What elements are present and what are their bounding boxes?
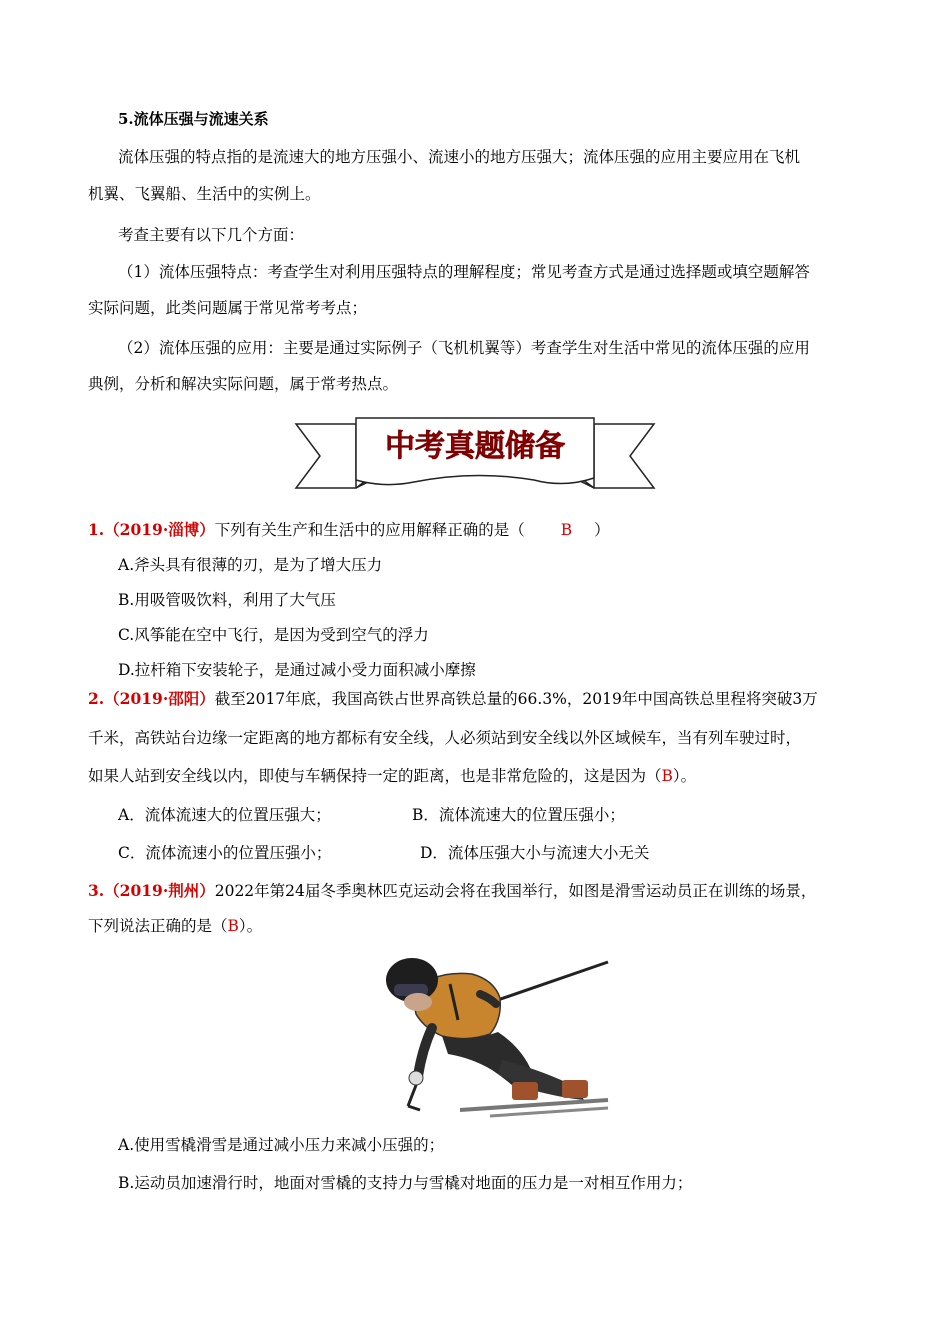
question-2-option-b: B．流体流速大的位置压强小； <box>412 806 625 824</box>
question-2-line-2: 千米，高铁站台边缘一定距离的地方都标有安全线，人必须站到安全线以外区域候车，当有列车驶过时， <box>88 729 802 747</box>
question-1-close: ） <box>594 521 610 539</box>
intro-line-1: 流体压强的特点指的是流速大的地方压强小、流速小的地方压强大；流体压强的应用主要应用在飞机 <box>118 148 801 166</box>
question-2-answer: B <box>661 767 673 785</box>
question-3-option-b: B.运动员加速滑行时，地面对雪橇的支持力与雪橇对地面的压力是一对相互作用力； <box>118 1174 693 1192</box>
ski-pole-icon <box>492 962 608 1002</box>
question-2-line-1 <box>88 688 878 710</box>
question-2-tag: 2.（2019·邵阳） <box>88 689 215 708</box>
question-1-text: 下列有关生产和生活中的应用解释正确的是（ <box>214 521 525 539</box>
question-3-answer: B <box>227 917 239 935</box>
question-3-line-1 <box>88 880 878 902</box>
question-2-close: ）。 <box>672 767 697 785</box>
question-3-tag: 3.（2019·荆州） <box>88 881 215 900</box>
intro-line-2: 机翼、飞翼船、生活中的实例上。 <box>88 185 321 203</box>
skier-image <box>372 950 610 1118</box>
question-1-answer: B <box>560 521 573 539</box>
question-1-option-c: C.风筝能在空中飞行，是因为受到空气的浮力 <box>118 626 429 644</box>
point-1-line-2: 实际问题，此类问题属于常见常考考点； <box>88 299 368 317</box>
section-banner <box>294 414 656 494</box>
question-3-line-2 <box>88 915 878 937</box>
point-2-line-2: 典例，分析和解决实际问题，属于常考热点。 <box>88 375 399 393</box>
question-3-text-1: 2022年第24届冬季奥林匹克运动会将在我国举行，如图是滑雪运动员正在训练的场景， <box>214 882 817 900</box>
banner-title: 中考真题储备 <box>385 429 565 464</box>
question-2-line-3 <box>88 765 878 787</box>
question-2-option-c: C．流体流速小的位置压强小； <box>118 844 332 862</box>
point-1-line-1: （1）流体压强特点：考查学生对利用压强特点的理解程度；常见考查方式是通过选择题或填空题解答 <box>118 263 810 281</box>
question-2-option-d: D．流体压强大小与流速大小无关 <box>420 844 650 862</box>
section-heading: 5.流体压强与流速关系 <box>118 110 269 128</box>
question-1-option-b: B.用吸管吸饮料，利用了大气压 <box>118 591 336 609</box>
question-1-option-a: A.斧头具有很薄的刃，是为了增大压力 <box>118 556 383 574</box>
question-3-option-a: A.使用雪橇滑雪是通过减小压力来减小压强的； <box>118 1136 445 1154</box>
question-1-tag: 1.（2019·淄博） <box>88 520 215 539</box>
intro-line-3: 考查主要有以下几个方面： <box>118 226 305 244</box>
question-1-option-d: D.拉杆箱下安装轮子，是通过减小受力面积减小摩擦 <box>118 661 476 679</box>
question-3-text-2: 下列说法正确的是（ <box>88 917 228 935</box>
question-2-text-1: 截至2017年底，我国高铁占世界高铁总量的66.3%，2019年中国高铁总里程将突破3万 <box>214 690 818 708</box>
question-2-option-a: A．流体流速大的位置压强大； <box>118 806 331 824</box>
point-2-line-1: （2）流体压强的应用：主要是通过实际例子（飞机机翼等）考查学生对生活中常见的流体压强的应用 <box>118 339 810 357</box>
question-2-text-3: 如果人站到安全线以内，即使与车辆保持一定的距离，也是非常危险的，这是因为（ <box>88 767 662 785</box>
question-3-close: ）。 <box>238 917 263 935</box>
question-1-stem <box>88 519 878 541</box>
